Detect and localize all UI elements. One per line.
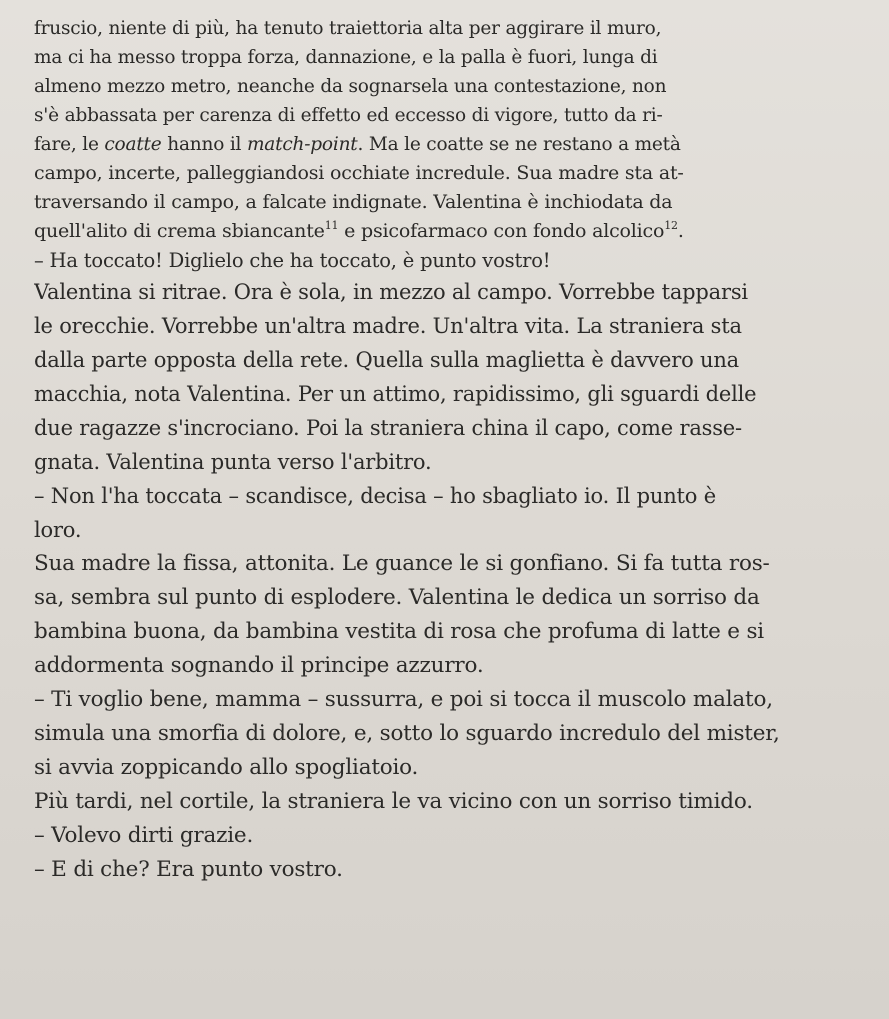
text-line-5-c: hanno il [161,134,247,155]
text-line-8-b: e psicofarmaco con fondo alcolico [338,220,665,242]
text-line-27: – E di che? Era punto vostro. [34,857,343,882]
footnote-ref-12: 12 [664,219,678,232]
text-line-19: sa, sembra sul punto di esplodere. Valentina le dedica un sorriso da [34,585,760,610]
text-line-12: dalla parte opposta della rete. Quella sulla maglietta è davvero una [34,348,739,372]
text-line-21: addormenta sognando il principe azzurro. [34,653,484,678]
footnote-ref-11: 11 [324,219,339,232]
text-line-5-e: . Ma le coatte se ne restano a metà [357,134,681,155]
text-line-2: ma ci ha messo troppa forza, dannazione, e la palla è fuori, lunga di [34,47,658,68]
text-line-5-b: coatte [104,134,162,155]
text-line-22: – Ti voglio bene, mamma – sussurra, e poi si tocca il muscolo malato, [34,687,773,712]
text-line-4: s'è abbassata per carenza di effetto ed eccesso di vigore, tutto da ri- [34,105,663,126]
text-line-15: gnata. Valentina punta verso l'arbitro. [34,450,432,474]
text-line-5-d: match-point [246,134,358,155]
text-line-1: fruscio, niente di più, ha tenuto traiettoria alta per aggirare il muro, [34,18,662,39]
text-line-8-a: quell'alito di crema sbiancante [34,220,325,242]
page-text [34,14,874,887]
text-line-16: – Non l'ha toccata – scandisce, decisa – ho sbagliato io. Il punto è [34,484,716,508]
text-line-20: bambina buona, da bambina vestita di rosa che profuma di latte e si [34,619,764,644]
text-line-24: si avvia zoppicando allo spogliatoio. [34,755,419,780]
text-line-5-a: fare, le [34,134,105,155]
text-line-23: simula una smorfia di dolore, e, sotto lo sguardo incredulo del mister, [34,721,780,746]
text-line-17: loro. [34,518,82,542]
text-line-10: Valentina si ritrae. Ora è sola, in mezzo al campo. Vorrebbe tapparsi [34,280,748,304]
text-line-8-c: . [677,220,684,242]
text-line-14: due ragazze s'incrociano. Poi la straniera china il capo, come rasse- [34,416,742,440]
text-line-6: campo, incerte, palleggiandosi occhiate incredule. Sua madre sta at- [34,162,684,184]
text-line-26: – Volevo dirti grazie. [34,823,254,848]
text-line-25: Più tardi, nel cortile, la straniera le va vicino con un sorriso timido. [34,789,753,814]
text-line-3: almeno mezzo metro, neanche da sognarsela una contestazione, non [34,76,667,97]
text-line-7: traversando il campo, a falcate indignate. Valentina è inchiodata da [34,191,673,213]
text-line-9: – Ha toccato! Diglielo che ha toccato, è punto vostro! [34,249,551,272]
text-line-13: macchia, nota Valentina. Per un attimo, rapidissimo, gli sguardi delle [34,382,757,406]
text-line-5 [34,130,874,159]
text-line-18: Sua madre la fissa, attonita. Le guance le si gonfiano. Si fa tutta ros- [34,551,770,576]
text-line-11: le orecchie. Vorrebbe un'altra madre. Un'altra vita. La straniera sta [34,314,742,338]
text-line-8 [34,217,874,246]
